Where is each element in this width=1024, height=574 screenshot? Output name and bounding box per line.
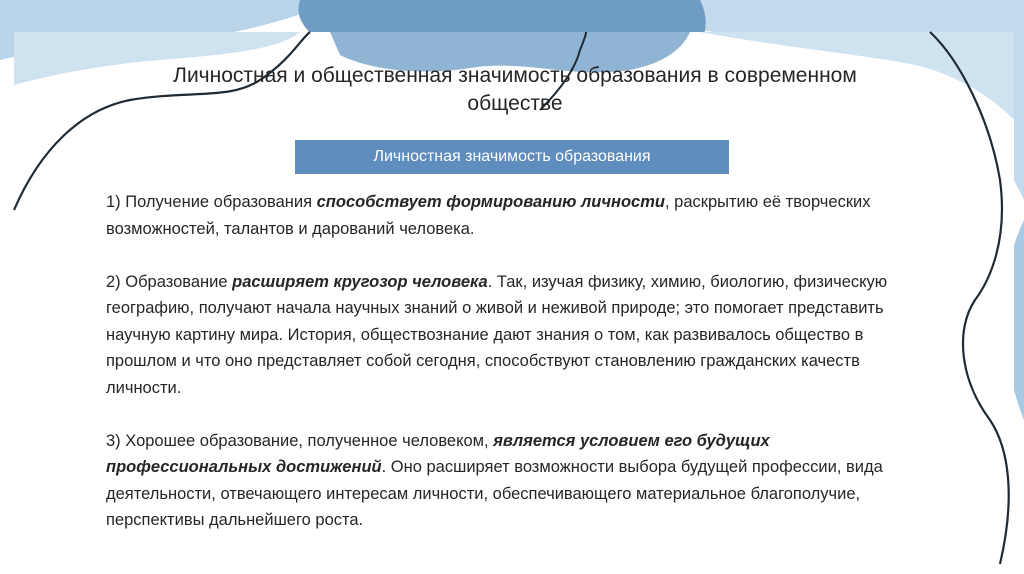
paragraph-3 [106, 428, 916, 534]
paragraph-2-text-a: 2) Образование [106, 272, 233, 291]
section-heading: Личностная значимость образования [373, 148, 651, 165]
paragraph-2-text-c: . Так, изучая физику, химию, биологию, физическую географию, получают начала научных знаний о живой и неживой природе; это помогает представить научную картину мира. История, обществознание дают знания о том, как развивалось общество в прошлом и что оно представляет собой сегодня, способствуют становлению гражданских качеств личности. [106, 272, 888, 397]
slide-body [106, 189, 916, 560]
paragraph-1-text-a: 1) Получение образования [106, 193, 317, 211]
paragraph-3-emphasis: является условием его будущих профессиональных достижений [106, 431, 770, 476]
paragraph-3-text-a: 3) Хорошее образование, полученное человеком, [106, 431, 494, 450]
paragraph-2 [106, 269, 916, 402]
paragraph-1 [106, 189, 916, 242]
section-heading-box [295, 140, 729, 174]
paragraph-1-text-c: , раскрытию её творческих возможностей, талантов и дарований человека. [106, 193, 871, 238]
paragraph-2-emphasis: расширяет кругозор человека [232, 272, 488, 291]
paragraph-1-emphasis: способствует формированию личности [316, 193, 665, 211]
paragraph-3-text-c: . Оно расширяет возможности выбора будущей профессии, вида деятельности, отвечающего интересам личности, обеспечивающего материальное благополучие, перспективы дальнейшего роста. [106, 458, 883, 529]
slide-title: Личностная и общественная значимость образования в современном обществе [173, 64, 857, 115]
